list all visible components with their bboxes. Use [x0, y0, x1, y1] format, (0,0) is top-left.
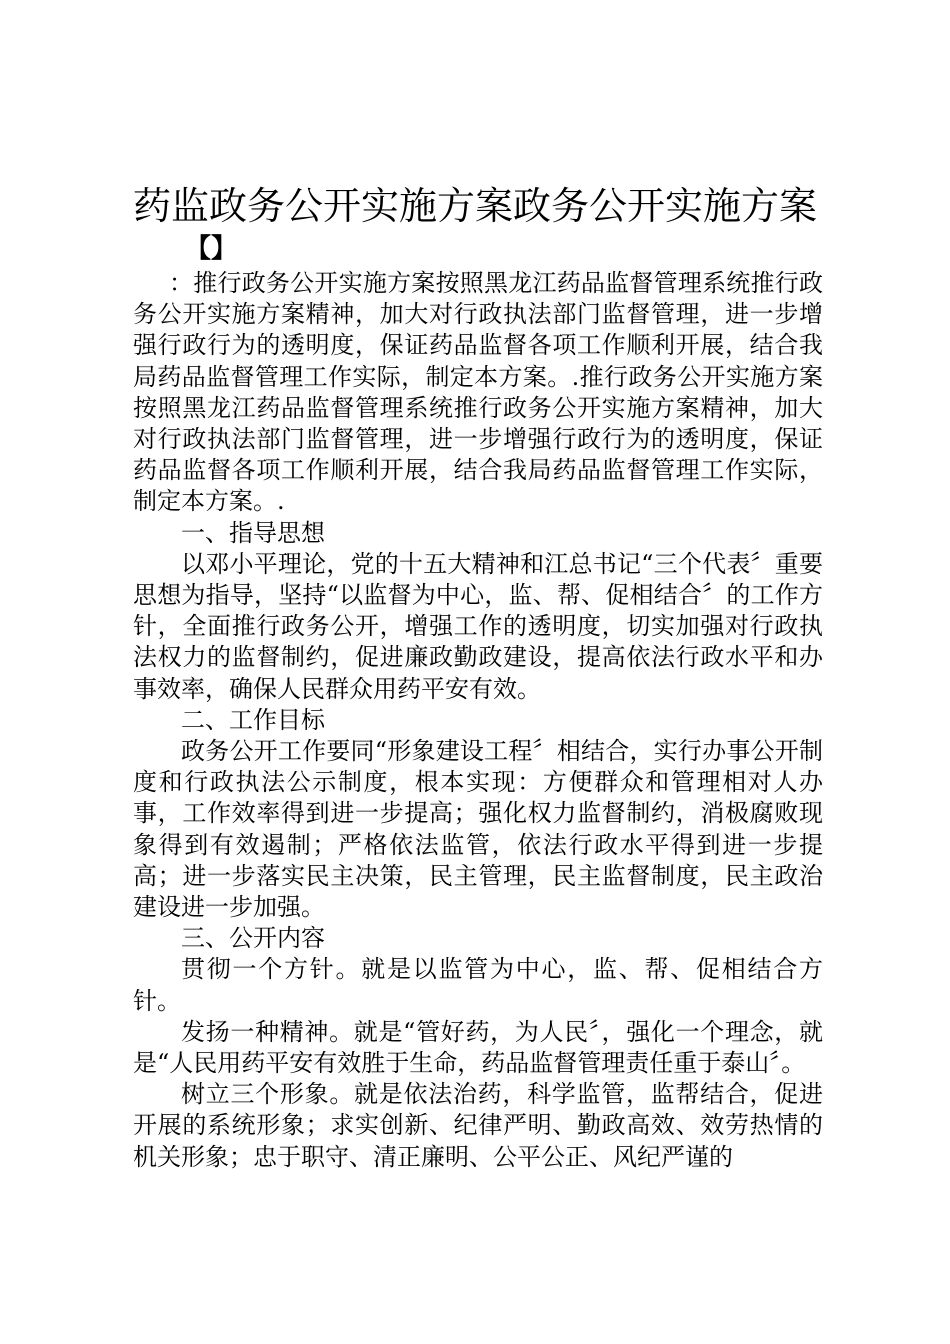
section-heading-work-goals: 二、工作目标 — [181, 705, 325, 734]
body-paragraph: 贯彻一个方针。就是以监管为中心，监、帮、促相结合方针。 — [133, 955, 823, 1015]
body-paragraph: 以邓小平理论，党的十五大精神和江总书记“三个代表〞重要思想为指导，坚持“以监督为中心，监、帮、促相结合〞的工作方针，全面推行政务公开，增强工作的透明度，切实加强对行政执法权力的监督制约，促进廉政勤政建设，提高依法行政水平和办事效率，确保人民群众用药平安有效。 — [133, 549, 823, 703]
intro-paragraph: ：推行政务公开实施方案按照黑龙江药品监督管理系统推行政务公开实施方案精神，加大对行政执法部门监督管理，进一步增强行政行为的透明度，保证药品监督各项工作顺利开展，结合我局药品监督管理工作实际，制定本方案。.推行政务公开实施方案按照黑龙江药品监督管理系统推行政务公开实施方案精神，加大对行政执法部门监督管理，进一步增强行政行为的透明度，保证药品监督各项工作顺利开展，结合我局药品监督管理工作实际，制定本方案。. — [133, 269, 823, 516]
section-heading-guiding-ideology: 一、指导思想 — [181, 518, 325, 547]
title-bracket: 【】 — [185, 234, 238, 264]
body-paragraph: 政务公开工作要同“形象建设工程〞相结合，实行办事公开制度和行政执法公示制度，根本实现：方便群众和管理相对人办事，工作效率得到进一步提高；强化权力监督制约，消极腐败现象得到有效遏制；严格依法监管，依法行政水平得到进一步提高；进一步落实民主决策，民主管理，民主监督制度，民主政治建设进一步加强。 — [133, 737, 823, 922]
document-title: 药监政务公开实施方案政务公开实施方案 — [132, 184, 817, 228]
body-paragraph: 树立三个形象。就是依法治药，科学监管，监帮结合，促进开展的系统形象；求实创新、纪律严明、勤政高效、效劳热情的机关形象；忠于职守、清正廉明、公平公正、风纪严谨的 — [133, 1080, 823, 1171]
section-heading-public-content: 三、公开内容 — [181, 924, 325, 953]
body-paragraph: 发扬一种精神。就是“管好药，为人民〞，强化一个理念，就是“人民用药平安有效胜于生命，药品监督管理责任重于泰山〞。 — [133, 1017, 823, 1078]
document-body — [133, 268, 823, 1173]
